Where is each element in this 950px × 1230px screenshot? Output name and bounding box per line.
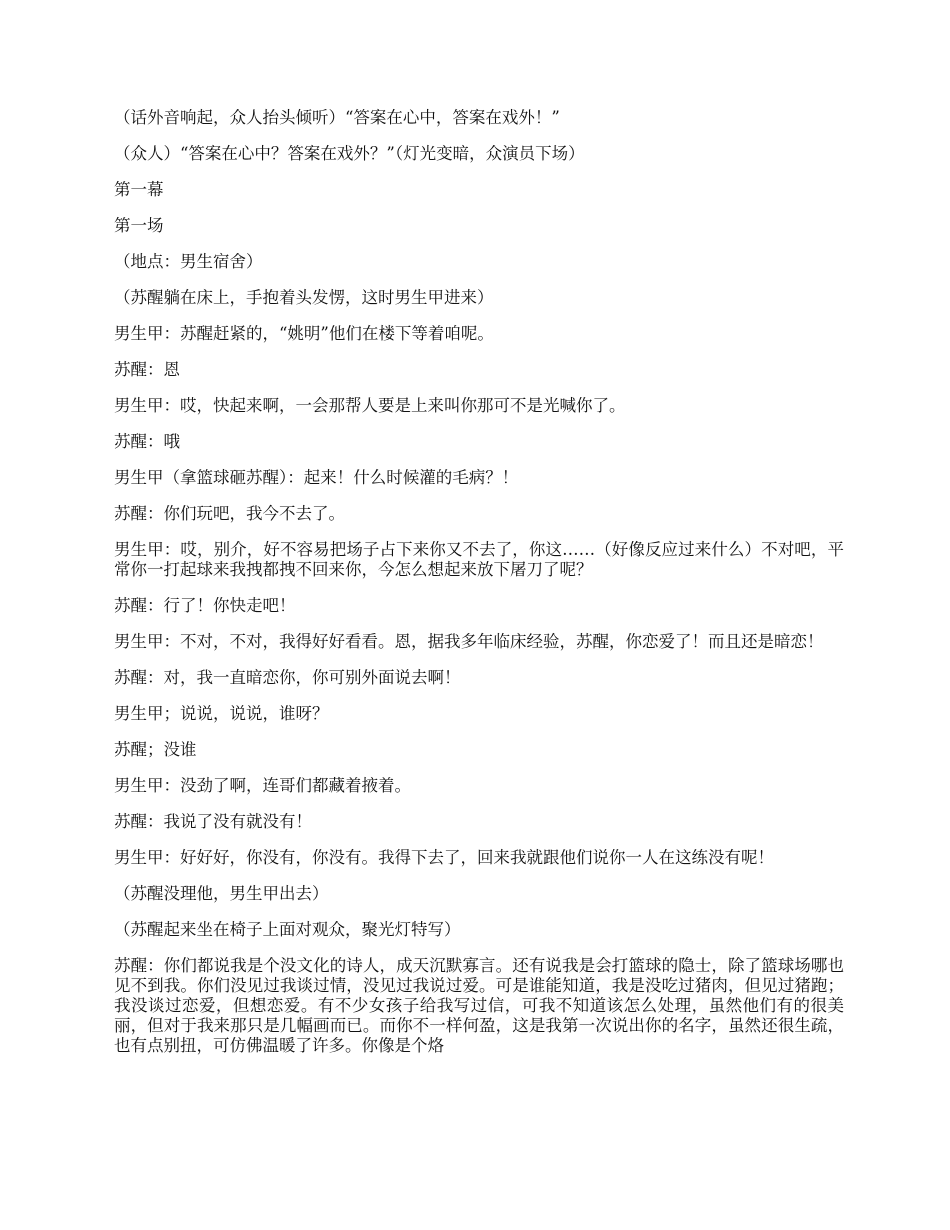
monologue: 苏醒：你们都说我是个没文化的诗人，成天沉默寡言。还有说我是会打篮球的隐士，除了篮球场哪也见不到我。你们没见过我谈过情，没见过我说过爱。可是谁能知道，我是没吃过猪肉，但见过猪跑；我没谈过恋爱，但想恋爱。有不少女孩子给我写过信，可我不知道该怎么处理，虽然他们有的很美丽，但对于我来那只是几幅画而已。而你不一样何盈，这是我第一次说出你的名字，虽然还很生疏，也有点别扭，可仿佛温暖了许多。你像是个烙 — [114, 956, 844, 1055]
stage-direction: （苏醒没理他，男生甲出去） — [114, 884, 329, 903]
dialogue-line: 男生甲；说说，说说，谁呀？ — [114, 704, 329, 723]
dialogue-line: 男生甲：没劲了啊，连哥们都藏着掖着。 — [114, 776, 411, 795]
dialogue-line: 苏醒：你们玩吧，我今不去了。 — [114, 504, 345, 523]
scene-heading: 第一场 — [114, 216, 164, 235]
dialogue-line: 苏醒：恩 — [114, 360, 180, 379]
dialogue-line: 男生甲：哎，快起来啊，一会那帮人要是上来叫你那可不是光喊你了。 — [114, 396, 626, 415]
dialogue-line: 男生甲：好好好，你没有，你没有。我得下去了，回来我就跟他们说你一人在这练没有呢！ — [114, 848, 774, 867]
dialogue-line: 苏醒：对，我一直暗恋你，你可别外面说去啊！ — [114, 668, 461, 687]
dialogue-line: 苏醒：哦 — [114, 432, 180, 451]
dialogue-line: 男生甲：苏醒赶紧的，“姚明”他们在楼下等着咱呢。 — [114, 324, 494, 343]
stage-direction: （苏醒起来坐在椅子上面对观众，聚光灯特写） — [114, 920, 461, 939]
stage-direction: （苏醒躺在床上，手抱着头发愣，这时男生甲进来） — [114, 288, 494, 307]
dialogue-line: 男生甲：哎，别介，好不容易把场子占下来你又不去了，你这……（好像反应过来什么）不对吧，平常你一打起球来我拽都拽不回来你，今怎么想起来放下屠刀了呢？ — [114, 540, 844, 579]
paragraph-1: （话外音响起，众人抬头倾听）“答案在心中，答案在戏外！” — [114, 108, 560, 127]
dialogue-line: 男生甲（拿篮球砸苏醒）：起来！什么时候灌的毛病？！ — [114, 468, 519, 487]
paragraph-2: （众人）“答案在心中？答案在戏外？”（灯光变暗，众演员下场） — [114, 144, 585, 163]
dialogue-line: 苏醒：我说了没有就没有！ — [114, 812, 312, 831]
dialogue-line: 苏醒：行了！你快走吧！ — [114, 596, 296, 615]
dialogue-line: 苏醒；没谁 — [114, 740, 197, 759]
stage-location: （地点：男生宿舍） — [114, 252, 263, 271]
dialogue-line: 男生甲：不对，不对，我得好好看看。恩，据我多年临床经验，苏醒，你恋爱了！而且还是暗恋！ — [114, 632, 824, 651]
document-page — [114, 108, 844, 1056]
act-heading: 第一幕 — [114, 180, 164, 199]
